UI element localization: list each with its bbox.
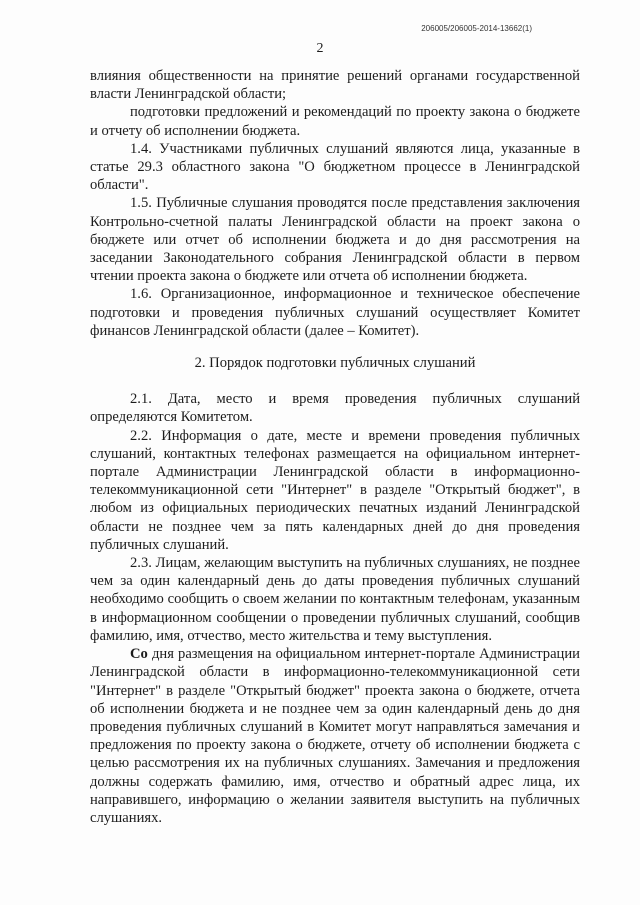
paragraph-public-influence: влияния общественности на принятие решений органами государственной власти Ленинградской области; (90, 68, 580, 103)
lead-word: Со (130, 646, 148, 663)
paragraph-proposals: подготовки предложений и рекомендаций по проекту закона о бюджете и отчету об исполнении бюджета. (90, 104, 580, 139)
document-id: 206005/206005-2014-13662(1) (421, 24, 532, 33)
paragraph-submissions-text: дня размещения на официальном интернет-портале Администрации Ленинградской области в информационно-телекоммуникационной сети "Интернет" в разделе "Открытый бюджет" проекта закона о бюджете, отчета об исполнении бюджета и не позднее чем за один календарный день до дня проведения публичных слушаний в Комитет могут направляться замечания и предложения по проекту закона о бюджете, отчету об исполнении бюджета с целью рассмотрения их на публичных слушаниях. Замечания и предложения должны содержать фамилию, имя, отчество и обратный адрес лица, их направившего, информацию о желании заявителя выступить на публичных слушаниях. (90, 646, 580, 826)
paragraph-2-3: 2.3. Лицам, желающим выступить на публичных слушаниях, не позднее чем за один календарный день до даты проведения публичных слушаний необходимо сообщить о своем желании по контактным телефонам, указанным в информационном сообщении о проведении публичных слушаний, сообщив фамилию, имя, отчество, место жительства и тему выступления. (90, 555, 580, 644)
spacer (90, 340, 580, 354)
paragraph-1-6: 1.6. Организационное, информационное и техническое обеспечение подготовки и проведения публичных слушаний осуществляет Комитет финансов Ленинградской области (далее – Комитет). (90, 286, 580, 339)
spacer (90, 372, 580, 390)
document-body (90, 67, 580, 827)
paragraph-submissions (90, 645, 580, 827)
paragraph-2-2: 2.2. Информация о дате, месте и времени проведения публичных слушаний, контактных телефонах размещается на официальном интернет-портале Администрации Ленинградской области в информационно-телекоммуникационной сети "Интернет" в разделе "Открытый бюджет", в любом из официальных периодических печатных изданий Ленинградской области не позднее чем за пять календарных дней до дня проведения публичных слушаний. (90, 427, 580, 553)
section-heading: 2. Порядок подготовки публичных слушаний (194, 355, 476, 372)
page-number: 2 (316, 41, 324, 56)
paragraph-2-1: 2.1. Дата, место и время проведения публичных слушаний определяются Комитетом. (90, 391, 580, 426)
paragraph-1-4: 1.4. Участниками публичных слушаний являются лица, указанные в статье 29.3 областного закона "О бюджетном процессе в Ленинградской области". (90, 140, 580, 194)
paragraph-1-5: 1.5. Публичные слушания проводятся после представления заключения Контрольно-счетной палаты Ленинградской области на проект закона о бюджете или отчет об исполнении бюджета и до дня рассмотрения на заседании Законодательного собрания Ленинградской области в первом чтении проекта закона о бюджете или отчета об исполнении бюджета. (90, 195, 580, 285)
